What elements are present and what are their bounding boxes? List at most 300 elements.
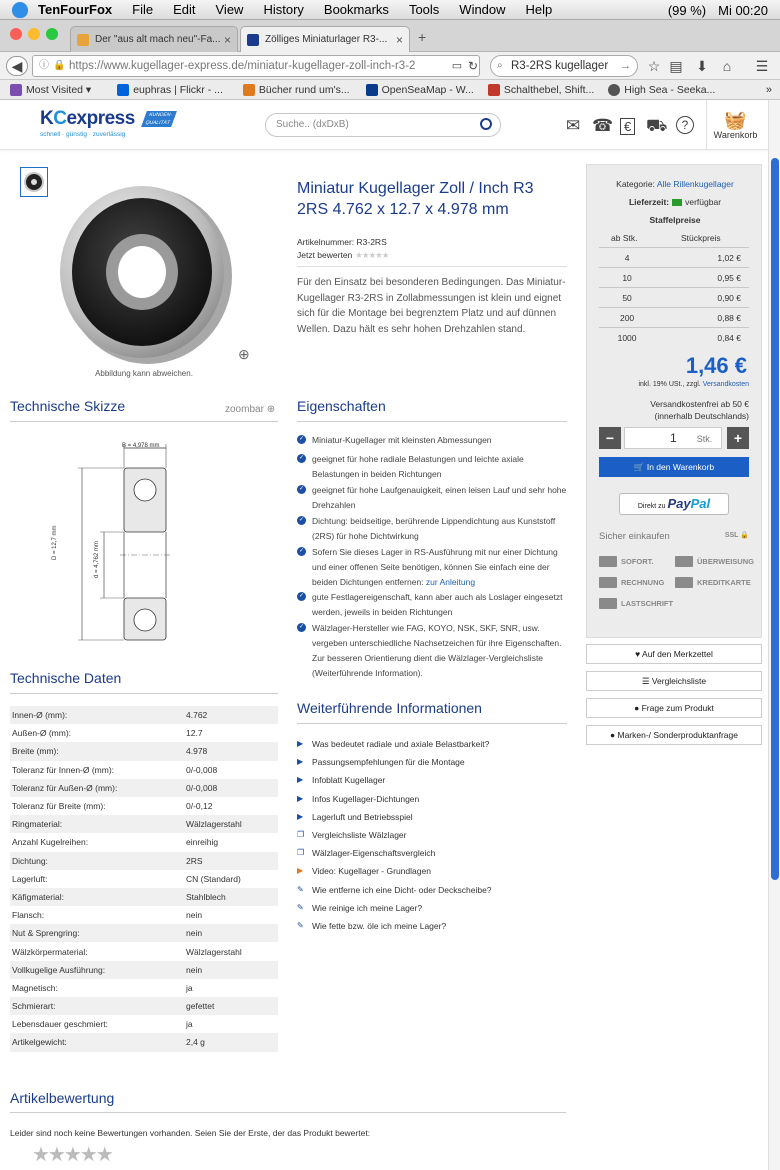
tab-inactive[interactable]: [70, 26, 238, 52]
review-note: Leider sind noch keine Bewertungen vorhanden. Seien Sie der Erste, der das Produkt bewertet:: [10, 1128, 371, 1138]
feature-item: [297, 514, 567, 544]
tech-value: nein: [186, 964, 203, 975]
info-label: Vergleichsliste Wälzlager: [312, 830, 407, 840]
info-label: Video: Kugellager - Grundlagen: [312, 866, 431, 877]
transfer-icon: [675, 556, 693, 567]
table-row: [10, 706, 278, 724]
menu-app[interactable]: TenFourFox: [38, 2, 113, 17]
tech-value: ja: [186, 1019, 193, 1030]
price-cell: 0,95 €: [655, 268, 749, 288]
tech-label: Nut & Sprengring:: [12, 928, 80, 939]
overflow-chevron-icon[interactable]: »: [765, 83, 772, 96]
divider: [297, 266, 567, 267]
bookmark-label: euphras | Flickr - ...: [133, 83, 223, 96]
globe-icon: [608, 84, 620, 96]
tech-label: Magnetisch:: [12, 982, 58, 993]
table-row: [10, 870, 278, 888]
reload-icon[interactable]: ↻: [467, 59, 479, 73]
price-cell: 0,84 €: [655, 328, 749, 348]
check-icon: ✓: [298, 486, 305, 492]
qty-minus-button[interactable]: −: [599, 427, 621, 449]
apple-icon[interactable]: [12, 2, 28, 18]
site-header: [0, 100, 768, 150]
cart-icon: 🛒: [633, 462, 647, 472]
check-icon: ✓: [298, 455, 305, 461]
tech-label: Lagerluft:: [12, 873, 48, 884]
scrollbar-thumb[interactable]: [771, 158, 779, 880]
staffel-table: [599, 247, 749, 348]
brand-request-label: Marken-/ Sonderproduktanfrage: [617, 730, 738, 740]
table-row: [10, 815, 278, 833]
qty-cell: 200: [599, 308, 655, 328]
table-row: [10, 852, 278, 870]
feature-item: [297, 452, 567, 482]
secure-label: Sicher einkaufen: [599, 531, 670, 542]
product-thumbnail[interactable]: [20, 167, 48, 197]
tech-value: 2,4 g: [186, 1037, 205, 1048]
compare-label: Vergleichsliste: [651, 676, 707, 686]
section-techdaten: Technische Daten: [10, 670, 122, 686]
col-qty: ab Stk.: [611, 233, 638, 243]
compare-button[interactable]: [586, 671, 762, 691]
payment-sofort: [599, 556, 654, 567]
tech-label: Ringmaterial:: [12, 819, 63, 830]
close-tab-icon[interactable]: ×: [223, 33, 231, 47]
library-icon[interactable]: ▤: [669, 58, 683, 74]
tech-value: nein: [186, 910, 203, 921]
feature-item: [297, 483, 567, 513]
search-icon: ⌕: [497, 60, 503, 71]
check-icon: ✓: [298, 548, 305, 554]
quantity-input[interactable]: [624, 427, 722, 449]
sketch-label-b: B = 4,978 mm: [122, 443, 160, 449]
tech-value: 2RS: [186, 855, 203, 866]
scrollbar[interactable]: [768, 100, 780, 1170]
tech-value: gefettet: [186, 1001, 215, 1012]
brand-request-button[interactable]: [586, 725, 762, 745]
tech-value: einreihig: [186, 837, 219, 848]
bookmark-label: Bücher rund um's...: [258, 83, 350, 96]
payment-label: LASTSCHRIFT: [621, 599, 674, 608]
product-description: Für den Einsatz bei besonderen Bedingungen. Das Miniatur-Kugellager R3-2RS in Zollabmessungen ist klein und eignet sich für die Montage bei begrenztem Platz und auf dünnen Wellen. Dazu hält es sehr hohen Drehzahlen stand.: [297, 277, 566, 335]
qty-cell: 50: [599, 288, 655, 308]
tech-value: Stahlblech: [186, 891, 226, 902]
feature-text: gute Festlagereigenschaft, kann aber auch als Loslager eingesetzt werden, jeweils in beiden Richtungen: [312, 592, 563, 617]
feature-text: Miniatur-Kugellager mit kleinsten Abmessungen: [312, 435, 492, 445]
col-qty-header: [587, 233, 763, 243]
question-icon: ●: [610, 730, 618, 740]
paypal-logo-pay: Pay: [667, 496, 691, 511]
tab-active[interactable]: [240, 26, 410, 52]
qty-plus-button[interactable]: +: [727, 427, 749, 449]
arrow-icon: ▶: [297, 793, 304, 803]
menu-tools[interactable]: Tools: [408, 2, 440, 17]
arrow-icon: ❐: [297, 848, 305, 858]
qty-cell: 4: [599, 248, 655, 268]
rating-stars-icon[interactable]: ★★★★★: [32, 1144, 112, 1166]
check-icon: ✓: [298, 436, 305, 442]
arrow-icon: ▶: [297, 757, 304, 767]
info-label: Wie reinige ich meine Lager?: [312, 902, 423, 913]
bookmark-label: Most Visited: [26, 83, 83, 96]
ssl-label: SSL: [724, 532, 739, 539]
tech-label: Vollkugelige Ausführung:: [12, 964, 106, 975]
table-row: [10, 1015, 278, 1033]
table-row: [10, 961, 278, 979]
free-shipping: Versandkostenfrei ab 50 €: [650, 399, 749, 409]
zoom-icon: ⊕: [266, 404, 276, 415]
url-bar[interactable]: [32, 55, 480, 77]
search-value: R3-2RS kugellager: [511, 60, 609, 72]
os-menubar: [0, 0, 780, 20]
table-row: [10, 1033, 278, 1051]
section-weiter: Weiterführende Informationen: [297, 700, 482, 716]
category-line: [587, 179, 763, 189]
menu-history[interactable]: History: [263, 2, 304, 17]
product-image: [56, 176, 232, 366]
add-to-cart-label: In den Warenkorb: [646, 462, 715, 472]
menu-view[interactable]: View: [215, 2, 244, 17]
bookmark-most-visited[interactable]: Most Visited ▾: [10, 84, 91, 96]
go-arrow-icon[interactable]: →: [619, 60, 631, 72]
tech-value: nein: [186, 928, 203, 939]
feature-text: Dichtung: beidseitige, berührende Lippendichtung aus Kunststoff (2RS) für hohe Dichtwirkung: [312, 516, 556, 541]
feature-text: Wälzlager-Hersteller wie FAG, KOYO, NSK, SKF, SNR, usw. vergeben unterschiedliche Nachsetzeichen für ihre Eigenschaften. Zur besseren Orientierung dient die Wälzlager-Vergleichsliste (Weiterführende Information).: [312, 623, 562, 678]
info-link[interactable]: [297, 810, 567, 824]
article-number: Artikelnummer: R3-2RS: [297, 237, 387, 247]
tech-value: 4.762: [186, 710, 208, 721]
add-to-cart-button[interactable]: [599, 457, 749, 477]
reader-icon[interactable]: ▭: [451, 60, 463, 72]
check-icon: ✓: [298, 593, 305, 599]
table-row: [10, 797, 278, 815]
category-link[interactable]: Alle Rillenkugellager: [656, 179, 734, 189]
qty-value: 1: [670, 431, 677, 445]
tech-label: Innen-Ø (mm):: [12, 710, 68, 721]
vat-text: inkl. 19% USt., zzgl.: [638, 381, 701, 388]
menu-bookmarks[interactable]: Bookmarks: [323, 2, 389, 17]
payment-ueberweisung: [675, 556, 754, 567]
menu-edit[interactable]: Edit: [173, 2, 196, 17]
category-label: Kategorie:: [616, 179, 655, 189]
technical-sketch: [60, 438, 190, 648]
bookmark-buecher[interactable]: [243, 84, 350, 96]
tech-value: 0/-0,008: [186, 782, 218, 793]
clock[interactable]: Mi 00:20: [718, 2, 768, 18]
divider: [297, 723, 567, 724]
info-label: Was bedeutet radiale und axiale Belastbarkeit?: [312, 739, 490, 749]
rate-label: Jetzt bewerten: [297, 250, 353, 260]
tech-label: Toleranz für Innen-Ø (mm):: [12, 764, 115, 775]
close-window-icon[interactable]: [10, 28, 22, 40]
tech-label: Schmierart:: [12, 1001, 56, 1012]
bookmark-label: OpenSeaMap - W...: [381, 83, 474, 96]
arrow-icon: ▶: [297, 811, 304, 821]
bookmark-schalthebel[interactable]: [488, 84, 594, 96]
divider: [10, 1112, 566, 1113]
zoombar-label: zoombar: [225, 404, 264, 415]
free-shipping-region: (innerhalb Deutschlands): [654, 411, 749, 421]
url-host: https://www.kugellager-express.de: [69, 60, 245, 72]
qty-unit: Stk.: [696, 434, 713, 444]
info-label: Wälzlager-Eigenschaftsvergleich: [312, 848, 436, 859]
availability-icon: [672, 199, 682, 206]
euro-icon[interactable]: €: [620, 118, 635, 135]
ssl-lock-icon: SSL 🔒: [724, 532, 749, 539]
logo-tagline: schnell · günstig · zuverlässig: [40, 131, 126, 138]
check-icon: ✓: [298, 624, 305, 630]
truck-icon[interactable]: ⛟: [646, 116, 668, 135]
zoom-window-icon[interactable]: [46, 28, 58, 40]
price-cell: 0,90 €: [655, 288, 749, 308]
col-price: Stückpreis: [681, 233, 721, 243]
feature-text: geeignet für hohe radiale Belastungen und leichte axiale Belastungen in beiden Richtungen: [312, 454, 524, 479]
tech-value: Wälzlagerstahl: [186, 946, 242, 957]
divider: [297, 421, 567, 422]
table-row: [10, 906, 278, 924]
table-row: [10, 979, 278, 997]
new-tab-icon[interactable]: +: [418, 29, 427, 45]
table-row: [10, 942, 278, 960]
sofort-icon: [599, 556, 617, 567]
tech-value: 0/-0,008: [186, 764, 218, 775]
tech-label: Artikelgewicht:: [12, 1037, 67, 1048]
tech-label: Außen-Ø (mm):: [12, 728, 72, 739]
payment-label: RECHNUNG: [621, 578, 665, 587]
bookmark-label: Schalthebel, Shift...: [503, 83, 595, 96]
info-link[interactable]: [297, 755, 567, 769]
tech-label: Dichtung:: [12, 855, 48, 866]
table-row: [10, 724, 278, 742]
zoombar-link[interactable]: [225, 404, 275, 415]
folder-icon: [10, 84, 22, 96]
page-icon: [488, 84, 500, 96]
tech-data-table: [10, 706, 278, 1052]
payment-label: SOFORT.: [621, 557, 654, 566]
info-link[interactable]: [297, 864, 567, 878]
menu-help[interactable]: Help: [525, 2, 553, 17]
feature-item: [297, 433, 567, 448]
tech-label: Käfigmaterial:: [12, 891, 64, 902]
doc-icon: ✎: [297, 902, 304, 912]
wishlist-button[interactable]: [586, 644, 762, 664]
favicon-icon: [247, 34, 259, 46]
menu-file[interactable]: File: [132, 2, 154, 17]
info-link[interactable]: [297, 828, 567, 842]
info-label: Lagerluft und Betriebsspiel: [312, 811, 413, 822]
tech-label: Wälzkörpermaterial:: [12, 946, 88, 957]
section-skizze: Technische Skizze: [10, 398, 126, 414]
heart-icon: ♥: [635, 649, 643, 659]
feature-text: geeignet für hohe Laufgenauigkeit, einen leisen Lauf und sehr hohe Drehzahlen: [312, 485, 567, 510]
delivery-label: Lieferzeit:: [628, 197, 670, 207]
map-icon: [366, 84, 378, 96]
feature-item: [297, 621, 567, 681]
question-button[interactable]: [586, 698, 762, 718]
tech-value: 0/-0,12: [186, 801, 213, 812]
back-icon[interactable]: ◀: [6, 56, 28, 76]
mail-icon[interactable]: ✉: [566, 116, 581, 135]
qty-cell: 10: [599, 268, 655, 288]
info-label: Wie entferne ich eine Dicht- oder Deckscheibe?: [312, 884, 492, 895]
info-label: Infos Kugellager-Dichtungen: [312, 793, 420, 804]
delivery-line: [587, 197, 763, 207]
zoom-icon[interactable]: ⊕: [238, 346, 250, 362]
sketch-label-D: D = 12,7 mm: [52, 525, 58, 560]
table-row: [10, 888, 278, 906]
table-row: [10, 924, 278, 942]
delivery-value: verfügbar: [685, 197, 722, 207]
download-icon[interactable]: ⬇: [696, 58, 708, 74]
info-link[interactable]: [297, 919, 567, 933]
tab-label: Der "aus alt mach neu"-Fa...: [95, 34, 221, 45]
tech-label: Lebensdauer geschmiert:: [12, 1019, 108, 1030]
info-link[interactable]: [297, 846, 567, 860]
paypal-button[interactable]: [619, 493, 729, 515]
hamburger-menu-icon[interactable]: ☰: [755, 58, 769, 74]
site-search-input[interactable]: [265, 113, 501, 137]
bookmark-openseamap[interactable]: [366, 84, 474, 96]
image-caption: Abbildung kann abweichen.: [95, 369, 193, 378]
arrow-icon: ▶: [297, 739, 304, 748]
table-row: [599, 248, 749, 268]
menu-window[interactable]: Window: [459, 2, 506, 17]
divider: [10, 421, 278, 422]
feature-text: Sofern Sie dieses Lager in RS-Ausführung mit nur einer Dichtung und einer offenen Seite benötigen, können Sie einfach eine der beiden Dichtungen entfernen:: [312, 547, 558, 587]
guide-link[interactable]: zur Anleitung: [425, 577, 476, 587]
paypal-logo-pal: Pal: [690, 496, 711, 511]
quality-badge: KUNDEN-QUALITÄT: [141, 111, 177, 127]
price-cell: 1,02 €: [655, 248, 749, 268]
table-row: [599, 308, 749, 328]
close-tab-icon[interactable]: ×: [395, 33, 403, 47]
tech-value: ja: [186, 982, 193, 993]
favicon-icon: [77, 34, 89, 46]
search-placeholder: Suche.. (dxDxB): [276, 119, 349, 130]
table-row: [599, 328, 749, 348]
table-row: [10, 997, 278, 1015]
payment-lastschrift: [599, 598, 673, 609]
feature-item: [297, 545, 567, 590]
minimize-window-icon[interactable]: [28, 28, 40, 40]
search-bar[interactable]: [490, 55, 638, 77]
info-label: Passungsempfehlungen für die Montage: [312, 757, 465, 768]
payment-rechnung: [599, 577, 664, 588]
qty-cell: 1000: [599, 328, 655, 348]
price-cell: 0,88 €: [655, 308, 749, 328]
tab-label: Zölliges Miniaturlager R3-...: [265, 34, 388, 45]
table-row: [10, 761, 278, 779]
logo-word: express: [66, 108, 135, 129]
wishlist-label: Auf den Merkzettel: [642, 649, 713, 659]
bookmark-flickr[interactable]: [117, 84, 223, 96]
info-icon: ●: [634, 703, 642, 713]
nav-bar: [0, 52, 780, 80]
tech-label: Anzahl Kugelreihen:: [12, 837, 89, 848]
table-row: [10, 779, 278, 797]
staffel-heading: Staffelpreise: [649, 215, 701, 225]
bookmark-label: High Sea - Seeka...: [624, 83, 716, 96]
help-icon[interactable]: ?: [676, 116, 694, 134]
star-icon[interactable]: ☆: [647, 58, 661, 74]
arrow-icon: ▶: [297, 775, 304, 785]
tech-value: 12.7: [186, 728, 203, 739]
basket-icon: 🧺: [724, 110, 747, 130]
doc-icon: ✎: [297, 884, 304, 894]
info-icon[interactable]: ⓘ: [39, 60, 49, 71]
info-label: Wie fette bzw. öle ich meine Lager?: [312, 921, 447, 931]
home-icon[interactable]: ⌂: [722, 58, 732, 74]
lock-icon: 🔒: [53, 60, 66, 71]
invoice-icon: [599, 577, 617, 588]
book-icon: [243, 84, 255, 96]
divider: [10, 693, 278, 694]
table-row: [599, 288, 749, 308]
price-box: [586, 164, 762, 638]
rating-stars-icon[interactable]: ★★★★★: [355, 250, 389, 260]
section-eigenschaften: Eigenschaften: [297, 398, 386, 414]
section-bewertung: Artikelbewertung: [10, 1090, 115, 1106]
tech-label: Toleranz für Breite (mm):: [12, 801, 106, 812]
payment-label: ÜBERWEISUNG: [697, 557, 754, 566]
phone-icon[interactable]: ☎: [592, 116, 614, 135]
product-price: 1,46 €: [685, 353, 747, 378]
logo-letter: K: [40, 108, 54, 129]
sketch-label-d: d = 4,762 mm: [94, 541, 100, 578]
url-path: /miniatur-kugellager-zoll-inch-r3-2: [244, 60, 416, 72]
info-link[interactable]: [297, 901, 567, 915]
tech-label: Flansch:: [12, 910, 45, 921]
info-label: Infoblatt Kugellager: [312, 775, 386, 786]
bookmark-highsea[interactable]: [608, 84, 715, 96]
rate-link[interactable]: [297, 250, 388, 261]
table-row: [10, 742, 278, 760]
shipping-link[interactable]: Versandkosten: [702, 381, 749, 388]
product-title: Miniatur Kugellager Zoll / Inch R3 2RS 4.762 x 12.7 x 4.978 mm: [297, 180, 534, 218]
debit-icon: [599, 598, 617, 609]
cart-button[interactable]: [706, 100, 764, 150]
tech-value: Wälzlagerstahl: [186, 819, 242, 830]
creditcard-icon: [675, 577, 693, 588]
info-link[interactable]: [297, 883, 567, 897]
tech-label: Breite (mm):: [12, 746, 59, 757]
tech-value: CN (Standard): [186, 873, 241, 884]
flickr-icon: [117, 84, 129, 96]
info-link[interactable]: [297, 792, 567, 806]
info-link[interactable]: [297, 737, 567, 751]
payment-kreditkarte: [675, 577, 751, 588]
payment-label: KREDITKARTE: [697, 578, 751, 587]
table-row: [599, 268, 749, 288]
secure-shopping: [599, 531, 749, 542]
tech-label: Toleranz für Außen-Ø (mm):: [12, 782, 118, 793]
search-icon[interactable]: [480, 118, 492, 130]
tab-bar: [0, 20, 780, 52]
paypal-prefix: Direkt zu: [637, 503, 666, 510]
battery-status[interactable]: (99 %): [667, 2, 707, 18]
question-label: Frage zum Produkt: [641, 703, 714, 713]
check-icon: ✓: [298, 517, 305, 523]
cart-label: Warenkorb: [713, 130, 758, 140]
tech-value: 4.978: [186, 746, 208, 757]
video-icon: ▶: [297, 866, 304, 876]
arrow-icon: ❐: [297, 830, 305, 839]
info-link[interactable]: [297, 773, 567, 787]
site-logo[interactable]: KCexpress schnell · günstig · zuverlässig KUNDEN-QUALITÄT: [40, 108, 135, 138]
table-row: [10, 833, 278, 851]
feature-item: [297, 590, 567, 620]
list-icon: ☰: [641, 676, 652, 686]
